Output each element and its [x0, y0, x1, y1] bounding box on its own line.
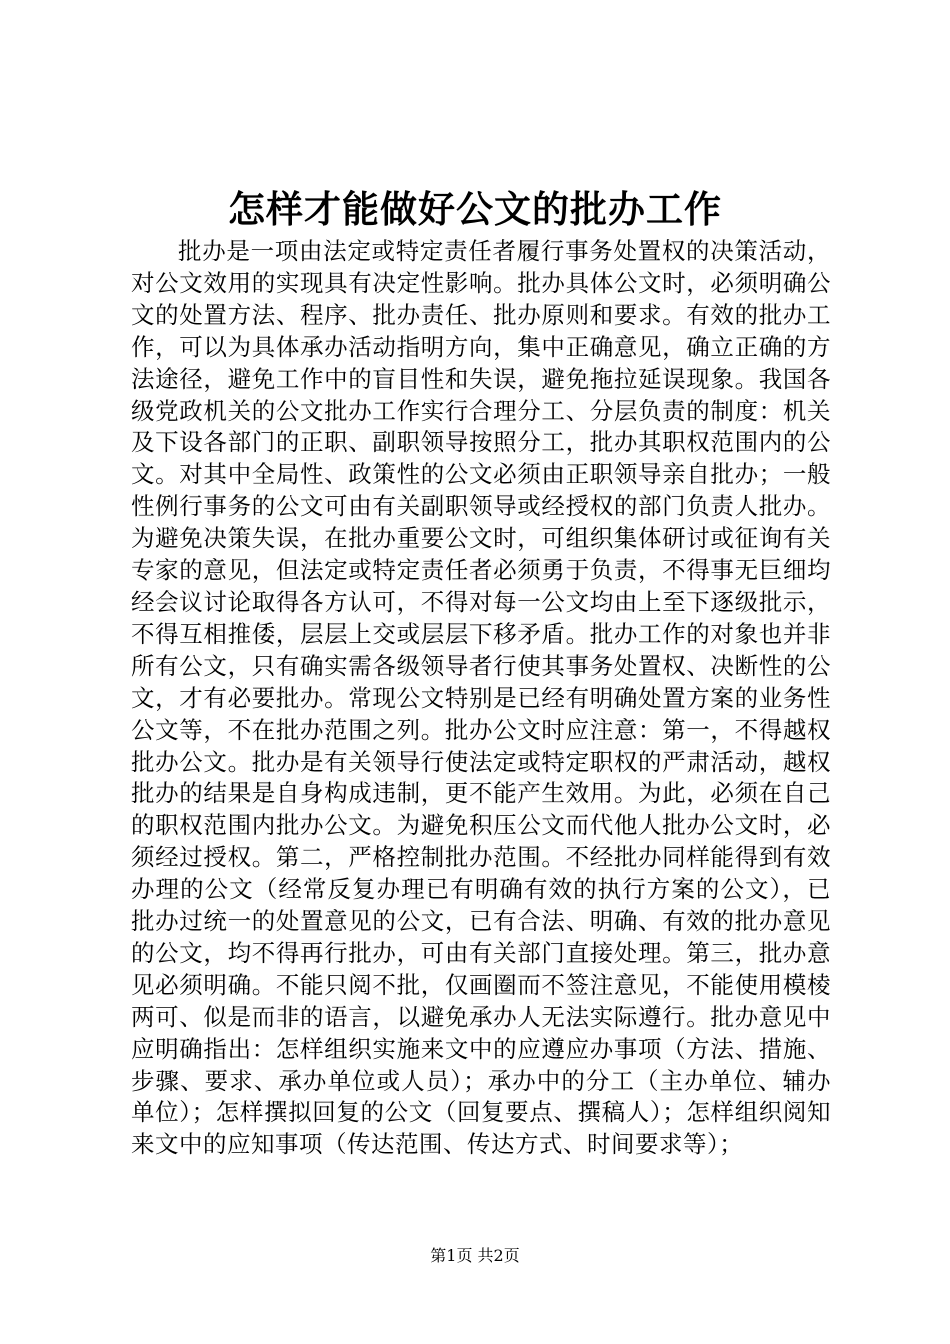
page-number-footer: 第1页 共2页 [430, 1246, 520, 1265]
document-title: 怎样才能做好公文的批办工作 [228, 187, 722, 231]
document-body-paragraph: 批办是一项由法定或特定责任者履行事务处置权的决策活动，对公文效用的实现具有决定性影响。批办具体公文时，必须明确公文的处置方法、程序、批办责任、批办原则和要求。有效的批办工作，可以为具体承办活动指明方向，集中正确意见，确立正确的方法途径，避免工作中的盲目性和失误，避免拖拉延误现象。我国各级党政机关的公文批办工作实行合理分工、分层负责的制度：机关及下设各部门的正职、副职领导按照分工，批办其职权范围内的公文。对其中全局性、政策性的公文必须由正职领导亲自批办；一般性例行事务的公文可由有关副职领导或经授权的部门负责人批办。为避免决策失误，在批办重要公文时，可组织集体研讨或征询有关专家的意见，但法定或特定责任者必须勇于负责，不得事无巨细均经会议讨论取得各方认可，不得对每一公文均由上至下逐级批示，不得互相推倭，层层上交或层层下移矛盾。批办工作的对象也并非所有公文，只有确实需各级领导者行使其事务处置权、决断性的公文，才有必要批办。常现公文特别是已经有明确处置方案的业务性公文等，不在批办范围之列。批办公文时应注意：第一，不得越权批办公文。批办是有关领导行使法定或特定职权的严肃活动，越权批办的结果是自身构成违制，更不能产生效用。为此，必须在自己的职权范围内批办公文。为避免积压公文而代他人批办公文时，必须经过授权。第二，严格控制批办范围。不经批办同样能得到有效办理的公文（经常反复办理已有明确有效的执行方案的公文），已批办过统一的处置意见的公文，已有合法、明确、有效的批办意见的公文，均不得再行批办，可由有关部门直接处理。第三，批办意见必须明确。不能只阅不批，仅画圈而不签注意见，不能使用模棱两可、似是而非的语言，以避免承办人无法实际遵行。批办意见中应明确指出：怎样组织实施来文中的应遵应办事项（方法、措施、步骤、要求、承办单位或人员）；承办中的分工（主办单位、辅办单位）；怎样撰拟回复的公文（回复要点、撰稿人）；怎样组织阅知来文中的应知事项（传达范围、传达方式、时间要求等）； [131, 237, 831, 1159]
